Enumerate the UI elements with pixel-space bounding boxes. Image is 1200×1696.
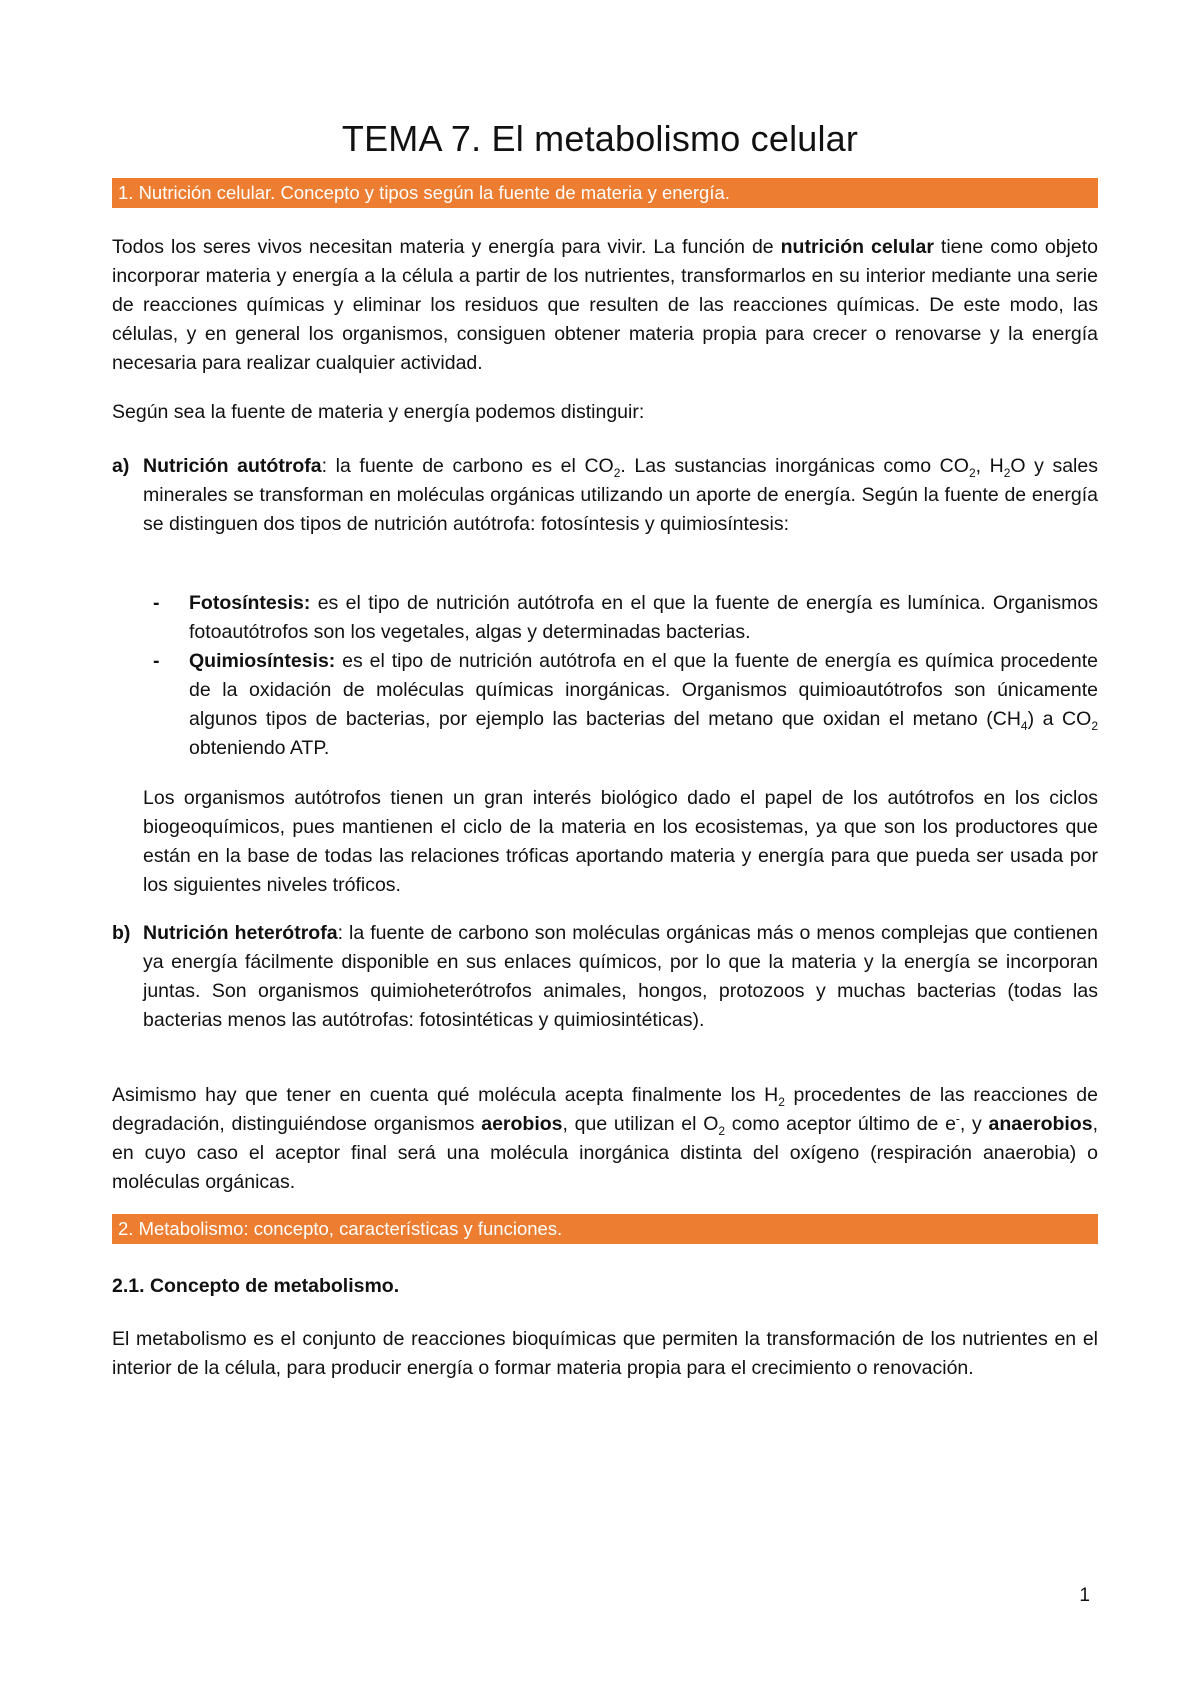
paragraph-text: procedentes de las reacciones de degradación, distinguiéndose organismos <box>112 1084 1098 1135</box>
paragraph-heterotrofa <box>143 919 1098 1035</box>
superscript: - <box>955 1111 960 1126</box>
paragraph-nutricion-celular <box>112 233 1098 378</box>
paragraph-text: , en cuyo caso el aceptor final será una molécula inorgánica distinta del oxígeno (respiración anaerobia) o moléculas orgánicas. <box>112 1113 1098 1193</box>
paragraph-text: . Las sustancias inorgánicas como CO <box>620 455 969 477</box>
paragraph-text: : la fuente de carbono son moléculas orgánicas más o menos complejas que contienen ya energía fácilmente disponible en sus enlaces químicos, por lo que la materia y la energía se incorporan juntas. Son organismos quimioheterótrofos animales, hongos, protozoos y muchas bacterias (todas las bacterias menos las autótrofas: fotosintéticas y quimiosintéticas). <box>143 922 1098 1031</box>
subsection-heading-2-1: 2.1. Concepto de metabolismo. <box>112 1275 400 1297</box>
paragraph-autotrofa <box>143 452 1098 539</box>
paragraph-text: como aceptor último de e <box>725 1113 956 1135</box>
paragraph-text: O y sales minerales se transforman en moléculas orgánicas utilizando un aporte de energía. Según la fuente de energía se distinguen dos tipos de nutrición autótrofa: fotosíntesis y quimiosíntesis: <box>143 455 1098 535</box>
paragraph-text: tiene como objeto incorporar materia y energía a la célula a partir de los nutrientes, transformarlos en su interior mediante una serie de reacciones químicas y eliminar los residuos que resulten de las reacciones químicas. De este modo, las células, y en general los organismos, consiguen obtener materia propia para crecer o renovarse y la energía necesaria para realizar cualquier actividad. <box>112 236 1098 374</box>
paragraph-text: , H <box>975 455 1004 477</box>
list-dash: - <box>153 650 160 672</box>
page-number: 1 <box>1079 1585 1090 1606</box>
subscript: 2 <box>1003 465 1011 480</box>
subscript: 2 <box>1091 718 1098 733</box>
paragraph-aceptor <box>112 1081 1098 1197</box>
bold-term: Nutrición heterótrofa <box>143 922 338 944</box>
bold-term: aerobios <box>481 1113 563 1135</box>
list-label-b: b) <box>112 922 131 944</box>
paragraph-concepto-metabolismo: El metabolismo es el conjunto de reacciones bioquímicas que permiten la transformación de los nutrientes en el interior de la célula, para producir energía o formar materia propia para el crecimiento o renovación. <box>112 1328 1098 1379</box>
paragraph-text: : la fuente de carbono es el CO <box>321 455 614 477</box>
section-heading-2: 2. Metabolismo: concepto, características y funciones. <box>112 1214 1098 1244</box>
section-heading-1: 1. Nutrición celular. Concepto y tipos según la fuente de materia y energía. <box>112 178 1098 208</box>
list-label-a: a) <box>112 455 130 477</box>
paragraph-distinguir: Según sea la fuente de materia y energía podemos distinguir: <box>112 401 645 423</box>
subscript: 4 <box>1020 718 1028 733</box>
paragraph-autotrofos-interes: Los organismos autótrofos tienen un gran interés biológico dado el papel de los autótrofos en los ciclos biogeoquímicos, pues mantienen el ciclo de la materia en los ecosistemas, ya que son los productores que están en la base de todas las relaciones tróficas aportando materia y energía para que pueda ser usada por los siguientes niveles tróficos. <box>143 787 1098 896</box>
paragraph-quimiosintesis <box>189 647 1098 763</box>
bold-term: Fotosíntesis: <box>189 592 311 614</box>
paragraph-text: es el tipo de nutrición autótrofa en el que la fuente de energía es química procedente de la oxidación de moléculas químicas inorgánicas. Organismos quimioautótrofos son únicamente algunos tipos de bacterias, por ejemplo las bacterias del metano que oxidan el metano (CH <box>189 650 1098 730</box>
bold-term: Quimiosíntesis: <box>189 650 336 672</box>
paragraph-text: Asimismo hay que tener en cuenta qué molécula acepta finalmente los H <box>112 1084 779 1106</box>
paragraph-text: ) a CO <box>1027 708 1092 730</box>
bold-term: nutrición celular <box>780 236 934 258</box>
paragraph-text: es el tipo de nutrición autótrofa en el que la fuente de energía es lumínica. Organismos fotoautótrofos son los vegetales, algas y determinadas bacterias. <box>189 592 1098 643</box>
list-dash: - <box>153 592 160 614</box>
paragraph-text: Todos los seres vivos necesitan materia y energía para vivir. La función de <box>112 236 781 258</box>
subscript: 2 <box>778 1094 785 1109</box>
paragraph-fotosintesis <box>189 589 1098 647</box>
page-title: TEMA 7. El metabolismo celular <box>341 118 859 159</box>
paragraph-text: obteniendo ATP. <box>189 737 330 759</box>
bold-term: anaerobios <box>988 1113 1093 1135</box>
subscript: 2 <box>613 465 621 480</box>
paragraph-text: , y <box>959 1113 989 1135</box>
bold-term: Nutrición autótrofa <box>143 455 322 477</box>
subscript: 2 <box>718 1123 726 1138</box>
paragraph-text: , que utilizan el O <box>562 1113 719 1135</box>
subscript: 2 <box>968 465 976 480</box>
